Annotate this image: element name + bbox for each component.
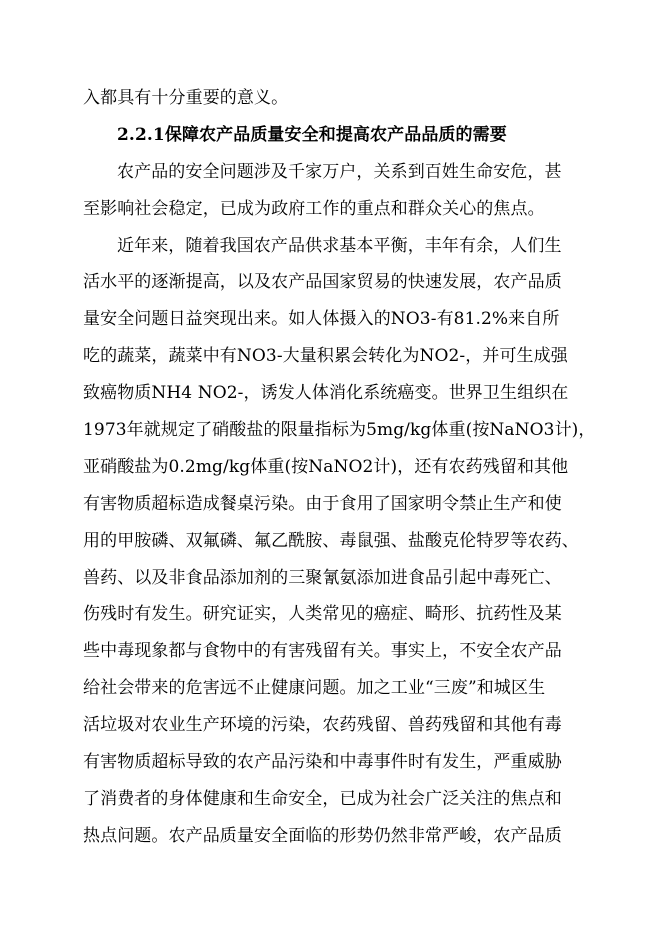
body-line: 些中毒现象都与食物中的有害残留有关。事实上，不安全农产品: [83, 641, 562, 661]
section-heading: 2.2.1保障农产品质量安全和提高农产品品质的需要: [117, 125, 507, 145]
body-line: 量安全问题日益突现出来。如人体摄入的NO3-有81.2%来自所: [83, 309, 560, 329]
body-line: 活垃圾对农业生产环境的污染，农药残留、兽药残留和其他有毒: [83, 715, 562, 735]
body-line: 热点问题。农产品质量安全面临的形势仍然非常严峻，农产品质: [83, 826, 562, 846]
body-line: 给社会带来的危害远不止健康问题。加之工业“三废”和城区生: [83, 678, 546, 698]
body-line: 吃的蔬菜，蔬菜中有NO3-大量积累会转化为NO2-，并可生成强: [83, 346, 568, 366]
body-line: 用的甲胺磷、双氟磷、氟乙酰胺、毒鼠强、盐酸克伦特罗等农药、: [83, 531, 579, 551]
paragraph-first-line: 农产品的安全问题涉及千家万户，关系到百姓生命安危，甚: [117, 162, 562, 182]
body-line: 有害物质超标造成餐桌污染。由于食用了国家明令禁止生产和使: [83, 494, 562, 514]
body-line: 至影响社会稳定，已成为政府工作的重点和群众关心的焦点。: [83, 199, 545, 219]
body-line: 活水平的逐渐提高，以及农产品国家贸易的快速发展，农产品质: [83, 272, 562, 292]
body-line: 兽药、以及非食品添加剂的三聚氰氨添加进食品引起中毒死亡、: [83, 568, 562, 588]
body-line: 1973年就规定了硝酸盐的限量指标为5mg/kg体重(按NaNO3计)，: [83, 420, 596, 440]
body-line: 有害物质超标导致的农产品污染和中毒事件时有发生，严重威胁: [83, 752, 562, 772]
body-line: 伤残时有发生。研究证实，人类常见的癌症、畸形、抗药性及某: [83, 604, 562, 624]
body-line: 亚硝酸盐为0.2mg/kg体重(按NaNO2计)，还有农药残留和其他: [83, 457, 569, 477]
body-line: 致癌物质NH4 NO2-，诱发人体消化系统癌变。世界卫生组织在: [83, 383, 569, 403]
body-line: 了消费者的身体健康和生命安全，已成为社会广泛关注的焦点和: [83, 789, 562, 809]
body-line: 入都具有十分重要的意义。: [83, 88, 289, 108]
paragraph-first-line: 近年来，随着我国农产品供求基本平衡，丰年有余，人们生: [117, 236, 562, 256]
